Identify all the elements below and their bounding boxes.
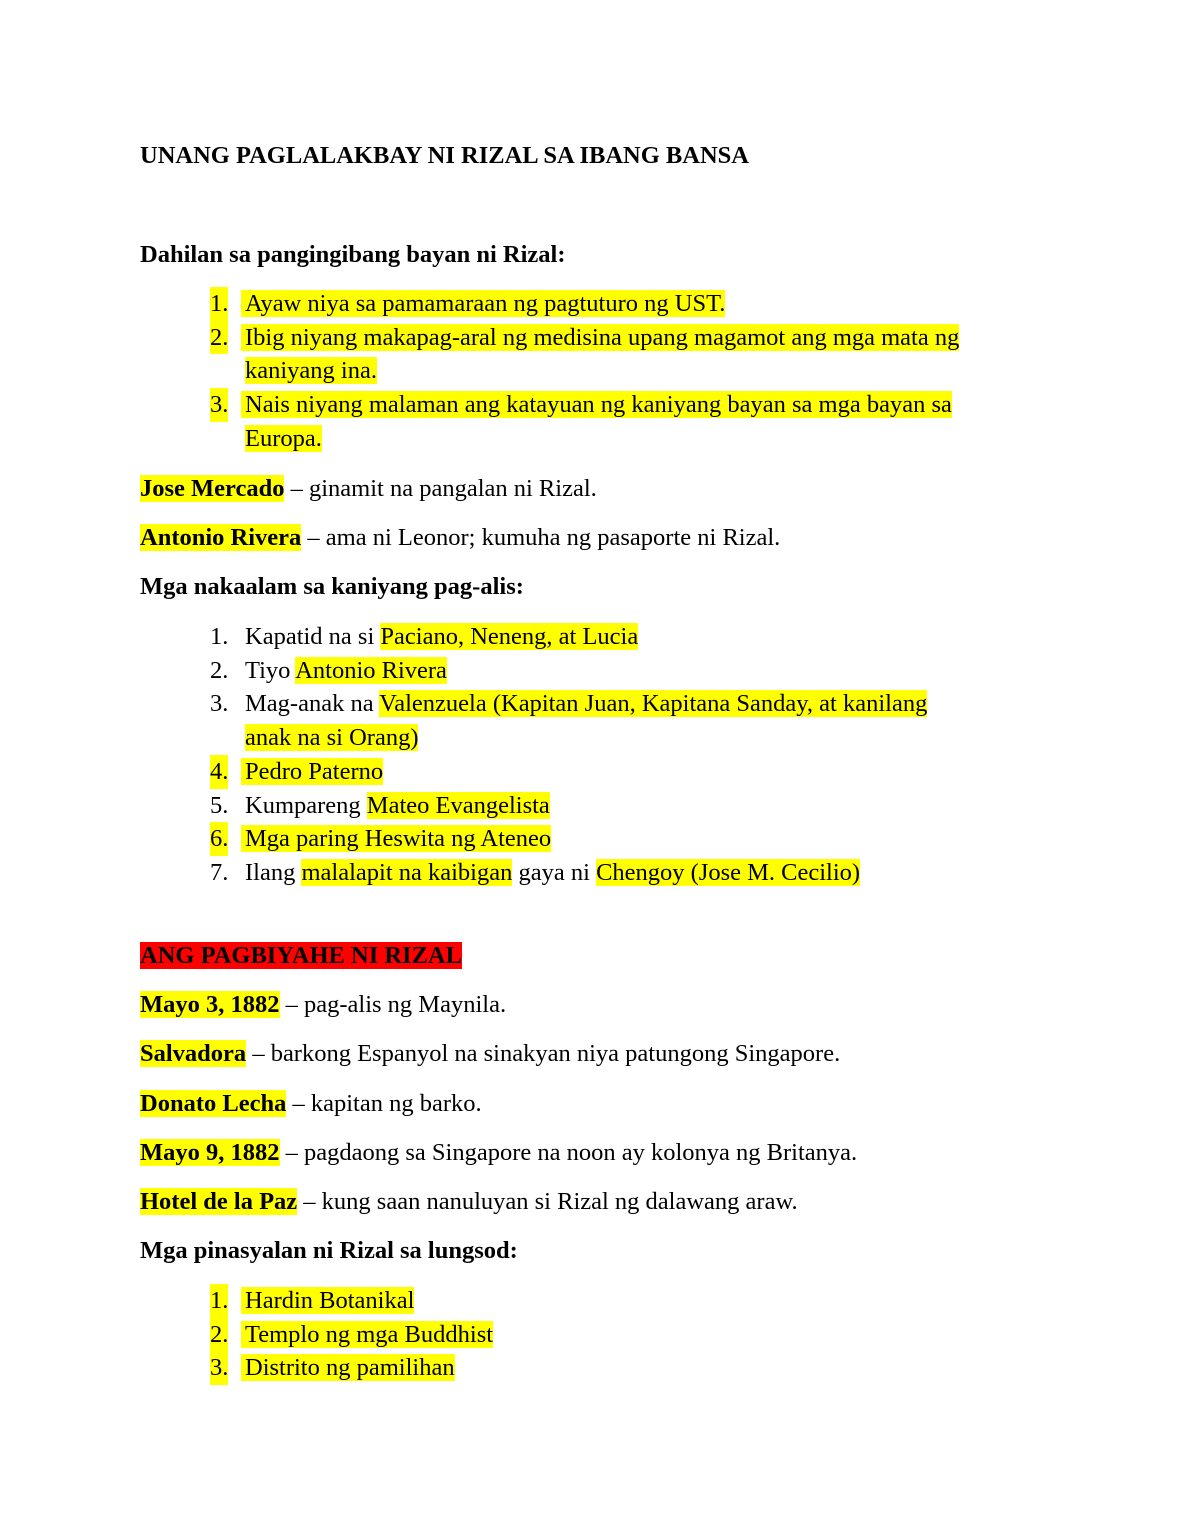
list-text: Ilang [245,858,302,886]
list-item [210,1351,493,1385]
list-text: Templo ng mga Buddhist [241,1321,493,1348]
list-text: gaya ni [512,858,597,886]
definition-desc: – kapitan ng barko. [286,1090,482,1117]
knew-departure-list [210,620,927,890]
section-heading-travel [140,941,462,971]
list-text: Tiyo [245,656,296,684]
definition-antonio-rivera [140,523,780,553]
definition-desc: – pagdaong sa Singapore na noon ay kolonya ng Britanya. [279,1139,858,1166]
list-text: Ayaw niya sa pamamaraan ng pagtuturo ng UST. [241,290,725,317]
section-heading-knew-departure: Mga nakaalam sa kaniyang pag-alis: [140,573,524,600]
list-item [210,620,927,654]
definition-salvadora [140,1039,840,1069]
document-title: UNANG PAGLALAKBAY NI RIZAL SA IBANG BANSA [140,142,749,169]
highlighted-name: Chengoy (Jose M. Cecilio) [596,858,861,886]
list-number: 3. [210,388,228,422]
list-item [210,388,959,455]
list-item [210,755,927,789]
list-number: 2. [210,1318,228,1352]
highlighted-name: Paciano, Neneng, at Lucia [380,623,639,650]
list-item [210,654,927,688]
list-number: 2. [210,321,228,355]
highlighted-name: Antonio Rivera [295,656,447,684]
list-number: 1. [210,287,228,321]
highlighted-phrase: malalapit na kaibigan [301,858,513,886]
list-text: Nais niyang malaman ang katayuan ng kaniyang bayan sa mga bayan sa [241,391,952,418]
definition-term: Jose Mercado [140,475,285,502]
definition-term: Hotel de la Paz [140,1188,298,1215]
list-item [210,822,927,856]
section-heading-reasons: Dahilan sa pangingibang bayan ni Rizal: [140,241,566,268]
red-highlighted-heading: ANG PAGBIYAHE NI RIZAL [140,942,462,969]
list-item [210,321,959,388]
list-number: 3. [210,1351,228,1385]
list-number: 7. [210,858,229,886]
list-item [210,856,927,890]
definition-desc: – pag-alis ng Maynila. [279,991,507,1018]
list-number: 1. [210,623,229,650]
definition-desc: – barkong Espanyol na sinakyan niya patungong Singapore. [246,1040,841,1067]
list-text: Kumpareng [245,791,367,819]
definition-desc: – ama ni Leonor; kumuha ng pasaporte ni Rizal. [301,524,781,551]
list-text-continued: kaniyang ina. [245,357,377,385]
list-number: 4. [210,755,228,789]
definition-hotel-de-la-paz [140,1187,798,1217]
list-number: 2. [210,656,229,684]
definition-term: Donato Lecha [140,1090,287,1117]
list-item [210,1318,493,1352]
definition-term: Mayo 3, 1882 [140,991,280,1018]
list-item [210,687,927,754]
definition-jose-mercado [140,474,597,504]
definition-desc: – ginamit na pangalan ni Rizal. [284,475,597,502]
definition-term: Antonio Rivera [140,524,302,551]
list-number: 1. [210,1284,228,1318]
highlighted-name: Mga paring Heswita ng Ateneo [241,825,551,852]
definition-donato-lecha [140,1089,482,1119]
definition-term: Salvadora [140,1040,247,1067]
places-visited-list [210,1284,493,1385]
reasons-list [210,287,959,456]
list-number: 5. [210,791,229,819]
highlighted-name: Mateo Evangelista [366,791,550,819]
list-item [210,287,959,321]
list-text: Mag-anak na [245,690,380,718]
list-text-continued: Europa. [245,424,322,452]
definition-term: Mayo 9, 1882 [140,1139,280,1166]
list-number: 3. [210,690,229,718]
highlighted-name: Pedro Paterno [241,758,383,785]
list-text: Distrito ng pamilihan [241,1354,455,1381]
definition-mayo-3 [140,990,506,1020]
list-item [210,1284,493,1318]
list-text: Ibig niyang makapag-aral ng medisina upang magamot ang mga mata ng [241,324,959,351]
highlighted-name: Valenzuela (Kapitan Juan, Kapitana Sanday, at kanilang [379,690,928,718]
list-text: Hardin Botanikal [241,1287,414,1314]
highlighted-name-continued: anak na si Orang) [245,724,419,752]
definition-desc: – kung saan nanuluyan si Rizal ng dalawang araw. [297,1188,798,1215]
definition-mayo-9 [140,1138,857,1168]
section-heading-places-visited: Mga pinasyalan ni Rizal sa lungsod: [140,1237,518,1264]
list-number: 6. [210,822,228,856]
list-text: Kapatid na si [245,623,381,650]
list-item [210,789,927,823]
